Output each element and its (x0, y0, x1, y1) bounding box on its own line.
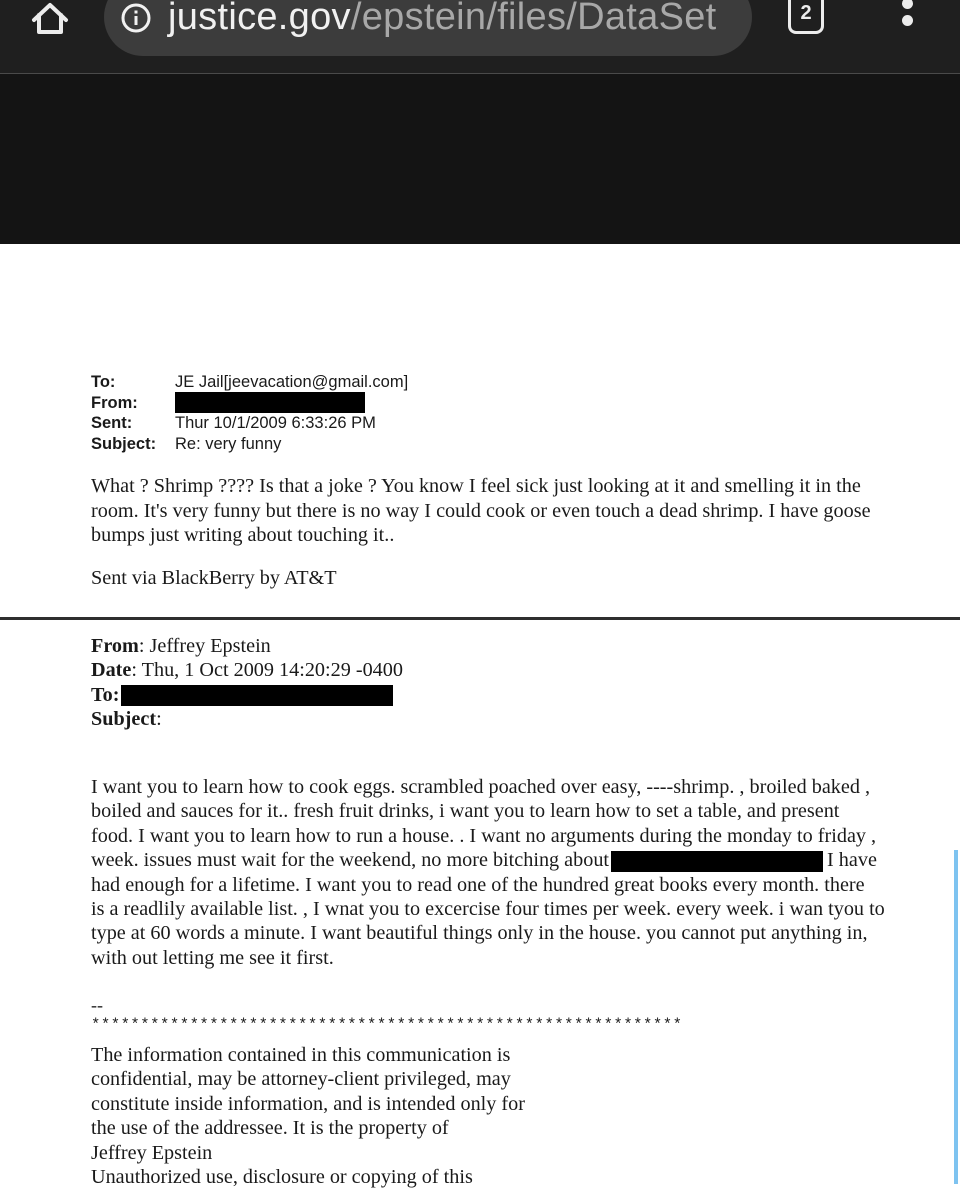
page-dark-region (0, 74, 960, 244)
email2-body-line: with out letting me see it first. (91, 946, 334, 969)
redaction-box (611, 851, 823, 872)
email2-body-text: I have (827, 849, 877, 872)
email1-body-line: bumps just writing about touching it.. (91, 524, 395, 546)
disclaimer-line: constitute inside information, and is intended only for (91, 1092, 525, 1115)
disclaimer-line: Unauthorized use, disclosure or copying of this (91, 1166, 473, 1189)
info-icon[interactable] (120, 2, 152, 34)
email1-subject-value: Re: very funny (175, 434, 282, 453)
email1-body (91, 474, 921, 548)
email2-to-row (91, 683, 403, 707)
email1-subject-label: Subject: (91, 434, 157, 453)
email2-from-value: : Jeffrey Epstein (138, 635, 271, 657)
disclaimer-line: the use of the addressee. It is the property of (91, 1117, 449, 1140)
email2-subject-label: Subject (91, 707, 157, 730)
browser-toolbar (0, 0, 960, 74)
email2-subject-colon: : (156, 707, 162, 730)
url-path: /epstein/files/DataSet (350, 0, 717, 38)
email1-sent-value: Thur 10/1/2009 6:33:26 PM (175, 414, 376, 432)
tab-count: 2 (800, 2, 812, 24)
email2-header (91, 634, 403, 731)
email2-body-line: boiled and sauces for it.. fresh fruit drinks, i want you to learn how to set a table, and present (91, 800, 840, 823)
email2-date-label: Date (91, 659, 132, 682)
tab-switcher-button[interactable] (788, 0, 824, 34)
email1-signature: Sent via BlackBerry by AT&T (91, 567, 337, 589)
redaction-box (175, 392, 365, 413)
confidentiality-disclaimer (91, 1043, 525, 1189)
email1-from-label: From: (91, 393, 138, 412)
more-vert-icon[interactable] (896, 0, 920, 34)
email1-body-line: What ? Shrimp ???? Is that a joke ? You know I feel sick just looking at it and smelling it in the (91, 475, 861, 497)
email2-date-row (91, 658, 403, 682)
email-separator (0, 617, 960, 620)
email2-body-line (91, 848, 931, 872)
email2-body-line: I want you to learn how to cook eggs. scrambled poached over easy, ----shrimp. , broiled baked , (91, 776, 871, 798)
home-button[interactable] (28, 0, 72, 36)
email1-sent-label: Sent: (91, 414, 133, 432)
email2-body-line: had enough for a lifetime. I want you to read one of the hundred great books every month. there (91, 873, 865, 896)
email2-body-line: food. I want you to learn how to run a house. . I want no arguments during the monday to friday , (91, 824, 877, 847)
email2-from-row (91, 634, 403, 658)
email2-to-colon: : (112, 683, 120, 706)
email1-body-line: room. It's very funny but there is no way I could cook or even touch a dead shrimp. I have goose (91, 499, 871, 522)
email1-from-value (175, 393, 365, 413)
email2-body-line: type at 60 words a minute. I want beautiful things only in the house. you cannot put anything in, (91, 922, 868, 945)
redaction-box (121, 685, 393, 706)
scrollbar[interactable] (954, 850, 958, 1184)
url-host: justice.gov (168, 0, 351, 38)
disclaimer-line: Jeffrey Epstein (91, 1141, 213, 1164)
email1-to-label: To: (91, 373, 116, 391)
email2-to-label: To (91, 683, 113, 706)
email2-body-text: week. issues must wait for the weekend, no more bitching about (91, 849, 610, 872)
disclaimer-line: The information contained in this communication is (91, 1044, 511, 1066)
home-icon (28, 0, 72, 36)
asterisk-separator: ************************************************************ (91, 1016, 683, 1034)
email2-date-value: : Thu, 1 Oct 2009 14:20:29 -0400 (131, 659, 403, 682)
disclaimer-line: confidential, may be attorney-client privileged, may (91, 1068, 511, 1091)
address-bar[interactable] (104, 0, 752, 56)
email2-body-line: is a readlily available list. , I wnat you to excercise four times per week. every week. i wan tyou to (91, 898, 885, 921)
url-text[interactable] (168, 0, 717, 42)
signature-dashes: -- (91, 995, 103, 1015)
email2-body (91, 775, 931, 970)
email2-subject-row (91, 707, 403, 731)
email2-from-label: From (91, 635, 139, 657)
email1-to-value: JE Jail[jeevacation@gmail.com] (175, 373, 409, 391)
